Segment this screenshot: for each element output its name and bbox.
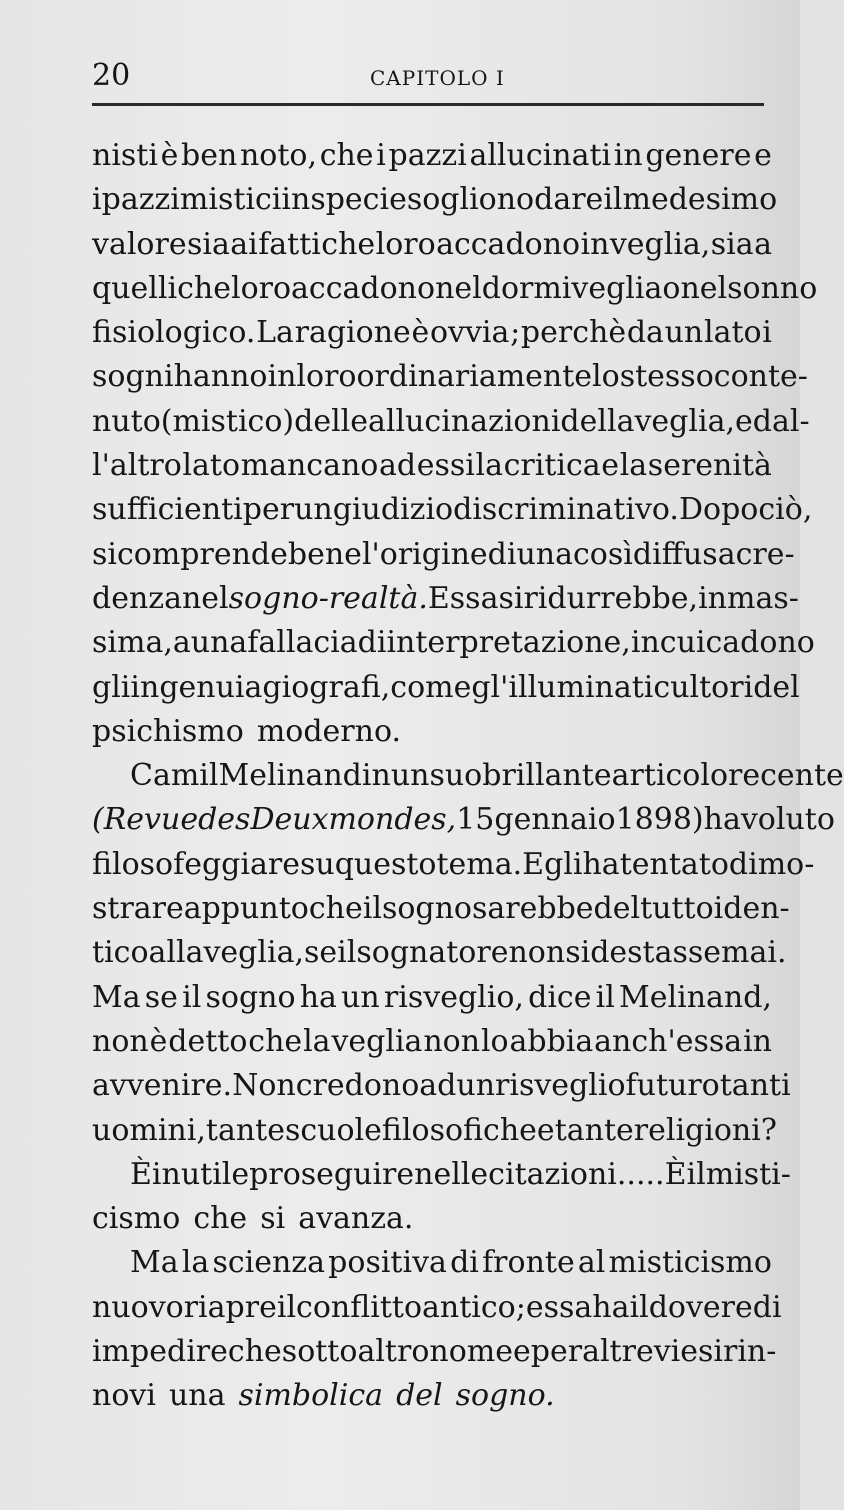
word: un	[341, 979, 380, 1015]
text-line	[92, 533, 795, 577]
body-text	[92, 134, 844, 1419]
word: lato	[703, 315, 762, 351]
word: una	[168, 1378, 226, 1414]
word: genere	[645, 138, 752, 173]
word: allucinati	[469, 138, 612, 173]
word: fallacia	[247, 625, 358, 661]
word: altro	[357, 1334, 430, 1370]
word: la	[181, 1245, 210, 1281]
word: simbolica	[238, 1378, 384, 1414]
word: in	[361, 758, 391, 794]
word: uomini,	[92, 1112, 206, 1148]
text-line	[92, 1064, 791, 1108]
word: vie	[653, 1334, 698, 1370]
word: Melinand,	[619, 979, 772, 1015]
word: cismo	[92, 1201, 181, 1237]
word: cultori	[653, 669, 754, 705]
word: dovere	[648, 1289, 753, 1325]
word: stesso	[619, 359, 714, 395]
word: è	[149, 1023, 168, 1059]
word: critica	[503, 448, 601, 484]
word: del	[593, 891, 641, 927]
text-line	[92, 798, 835, 842]
word: nelle	[414, 1156, 489, 1192]
word: non	[508, 935, 566, 971]
word: da	[626, 315, 664, 351]
word: veglia,	[609, 226, 711, 262]
word: sogni	[92, 359, 174, 395]
text-line	[92, 355, 808, 399]
word: dice	[528, 979, 592, 1015]
word: che	[319, 138, 374, 173]
word: a	[172, 625, 191, 661]
word: e	[512, 1334, 531, 1370]
word: in	[630, 625, 660, 661]
word: e	[735, 403, 753, 439]
word: della	[560, 403, 635, 439]
word: Melinand	[218, 758, 362, 794]
word: gennaio	[494, 802, 616, 838]
word: recente	[728, 758, 844, 794]
page-number: 20	[92, 58, 131, 93]
word: ben	[181, 138, 238, 173]
word: la	[303, 1023, 331, 1059]
word: che	[308, 891, 363, 927]
word: impedire	[92, 1334, 228, 1370]
word: futuro	[625, 1068, 720, 1104]
word: Dopo	[678, 492, 759, 528]
word: si	[565, 935, 591, 971]
word: gl'illuminati	[471, 669, 654, 705]
word: tutto	[640, 891, 714, 927]
word: conte-	[713, 359, 808, 395]
word: sia	[187, 226, 230, 262]
text-line	[92, 444, 772, 488]
word: ovvia	[429, 315, 510, 351]
text-line	[92, 1153, 791, 1197]
word: veglia,	[634, 403, 735, 439]
word: tante	[205, 1112, 285, 1148]
word: che	[193, 1201, 248, 1237]
word: l'altro	[92, 448, 182, 484]
word: ;	[510, 315, 521, 351]
word: ha	[592, 1289, 630, 1325]
word: denza	[92, 580, 182, 616]
word: nel	[435, 270, 482, 306]
word: loro	[296, 359, 357, 395]
word: il	[603, 182, 623, 218]
text-line	[92, 178, 778, 222]
word: hanno	[173, 359, 268, 395]
word: in	[267, 359, 297, 395]
text-line	[92, 267, 818, 311]
text-line	[92, 1241, 772, 1285]
text-line	[92, 887, 790, 931]
word: fatti	[258, 226, 321, 262]
word: misticismo	[608, 1245, 772, 1281]
word: ridurrebbe,	[523, 580, 699, 616]
word: accadono	[436, 226, 581, 262]
text-line	[92, 931, 787, 975]
word: dormiveglia	[481, 270, 663, 306]
text-line	[92, 488, 813, 532]
word: suo	[429, 758, 483, 794]
word: i	[376, 138, 386, 173]
word: che	[321, 226, 376, 262]
word: 1898)	[615, 802, 704, 838]
word: cre-	[735, 536, 795, 572]
word: ingenui	[130, 669, 245, 705]
word: altre	[582, 1334, 654, 1370]
word: religioni	[633, 1112, 761, 1148]
word: voluto	[740, 802, 835, 838]
word: nome	[429, 1334, 513, 1370]
word: Essa	[427, 580, 499, 616]
word: avanza.	[298, 1201, 414, 1237]
word: sogno	[381, 891, 472, 927]
word: ciò,	[758, 492, 813, 528]
word: sogliono	[406, 182, 535, 218]
word: risveglio	[495, 1068, 626, 1104]
word: essa	[525, 1289, 593, 1325]
word: sima,	[92, 625, 173, 661]
word: del	[753, 669, 800, 705]
word: scuole	[284, 1112, 382, 1148]
word: ha	[703, 802, 741, 838]
word: diffusa	[632, 536, 736, 572]
text-line	[92, 577, 799, 621]
word: pazzi	[101, 182, 180, 218]
word: risveglio,	[383, 979, 524, 1015]
word: o	[662, 270, 681, 306]
word: nel	[680, 270, 728, 306]
word: des	[198, 802, 251, 838]
word: di	[357, 625, 387, 661]
word: quelli	[92, 270, 178, 306]
word: in	[698, 580, 727, 616]
header-rule	[92, 103, 764, 106]
word: l'origine	[361, 536, 488, 572]
word: se	[144, 979, 178, 1015]
text-line	[92, 1020, 772, 1064]
word: in	[743, 1023, 772, 1059]
word: lo	[480, 1023, 509, 1059]
word: (mistico)	[160, 403, 295, 439]
word: mai.	[721, 935, 787, 971]
text-line	[92, 1330, 777, 1374]
word: antico;	[422, 1289, 526, 1325]
word: lato	[182, 448, 241, 484]
word: fisiologico.	[92, 315, 256, 351]
text-line	[92, 710, 772, 754]
word: di	[450, 1245, 479, 1281]
word: È	[664, 1156, 687, 1192]
text-line	[92, 621, 815, 665]
word: scienza	[212, 1245, 325, 1281]
word: che	[177, 270, 231, 306]
word: nisti	[92, 138, 158, 173]
word: allucinazioni	[368, 403, 561, 439]
word: del	[396, 1378, 443, 1414]
word: novi	[92, 1378, 156, 1414]
word: La	[256, 315, 294, 351]
word: valore	[92, 226, 187, 262]
word: veglia	[331, 1023, 423, 1059]
word: loro	[230, 270, 292, 306]
word: noto,	[239, 138, 318, 173]
word: moderno.	[256, 713, 402, 749]
page-header	[92, 58, 768, 98]
word: agiografi,	[244, 669, 391, 705]
word: nuto	[92, 403, 161, 439]
word: positiva	[328, 1245, 447, 1281]
word: medesimo	[622, 182, 778, 218]
text-line	[92, 666, 800, 710]
word: sognatore	[356, 935, 509, 971]
word: Ma	[130, 1245, 179, 1281]
word: ad	[419, 1068, 457, 1104]
word: interpretazione,	[386, 625, 631, 661]
word: mistici	[179, 182, 282, 218]
word: credono	[295, 1068, 420, 1104]
word: inutile	[151, 1156, 250, 1192]
word: il	[686, 1156, 706, 1192]
word: su	[299, 846, 335, 882]
word: sotto	[281, 1334, 358, 1370]
word: si	[498, 580, 524, 616]
word: in	[613, 138, 643, 173]
word: conflitto	[296, 1289, 423, 1325]
word: per	[242, 492, 295, 528]
word: e	[601, 448, 620, 484]
word: mas-	[727, 580, 799, 616]
word: un	[456, 1068, 496, 1104]
word: ordinariamente	[356, 359, 593, 395]
word: detto	[168, 1023, 248, 1059]
word: destasse	[590, 935, 722, 971]
word: dimo-	[728, 846, 815, 882]
word: perchè	[520, 315, 627, 351]
word: una	[516, 536, 573, 572]
text-line	[92, 311, 772, 355]
word: (Revue	[92, 802, 199, 838]
word: avvenire.	[92, 1068, 233, 1104]
text-line	[92, 1109, 777, 1153]
word: il	[337, 935, 357, 971]
word: la	[619, 448, 648, 484]
word: ?	[760, 1112, 777, 1148]
word: misti-	[705, 1156, 791, 1192]
word: iden-	[713, 891, 790, 927]
word: un	[294, 492, 333, 528]
running-title: CAPITOLO I	[370, 66, 505, 90]
word: citazioni.....	[488, 1156, 665, 1192]
word: Deux	[250, 802, 329, 838]
word: il	[629, 1289, 649, 1325]
word: sarebbe	[471, 891, 594, 927]
word: ai	[230, 226, 258, 262]
word: lo	[592, 359, 620, 395]
word: questo	[334, 846, 437, 882]
word: 15	[456, 802, 495, 838]
word: a	[754, 226, 772, 262]
word: il	[362, 891, 382, 927]
word: i	[92, 182, 102, 218]
word: sogno.	[455, 1378, 555, 1414]
word: cui	[659, 625, 706, 661]
word: il	[595, 979, 615, 1015]
word: un	[390, 758, 430, 794]
word: si	[260, 1201, 286, 1237]
word: mondes,	[328, 802, 457, 838]
word: come	[390, 669, 472, 705]
word: e	[536, 1112, 555, 1148]
word: essi	[416, 448, 475, 484]
word: filosofiche	[381, 1112, 537, 1148]
word: in	[580, 226, 610, 262]
text-line	[92, 1374, 772, 1418]
word: non	[423, 1023, 481, 1059]
word: serenità	[647, 448, 772, 484]
word: tanti	[719, 1068, 791, 1104]
word: È	[130, 1156, 152, 1192]
word: di	[752, 1289, 782, 1325]
word: psichismo	[92, 713, 244, 749]
text-line	[92, 1197, 772, 1241]
word: Ma	[92, 979, 141, 1015]
text-line	[92, 754, 844, 798]
word: sufficienti	[92, 492, 243, 528]
word: delle	[294, 403, 369, 439]
word: tentato	[619, 846, 729, 882]
text-line	[92, 976, 772, 1020]
text-line	[92, 134, 772, 178]
word: non	[92, 1023, 149, 1059]
word: per	[530, 1334, 583, 1370]
text-line	[92, 1286, 782, 1330]
word: tico	[92, 935, 149, 971]
word: accadono	[291, 270, 436, 306]
word: pazzi	[388, 138, 467, 173]
word: Egli	[522, 846, 583, 882]
word: e	[754, 138, 772, 173]
word: se	[304, 935, 338, 971]
word: filosofeggiare	[92, 846, 300, 882]
text-line	[92, 400, 810, 444]
word: di	[487, 536, 517, 572]
word: mancano	[240, 448, 379, 484]
word: loro	[375, 226, 436, 262]
word: al	[577, 1245, 606, 1281]
word: che	[227, 1334, 282, 1370]
word: alla	[148, 935, 204, 971]
word: appunto	[183, 891, 309, 927]
word: è	[411, 315, 430, 351]
text-line	[92, 843, 815, 887]
word: si	[92, 536, 117, 572]
word: Non	[232, 1068, 296, 1104]
word: bene	[287, 536, 362, 572]
word: sonno	[727, 270, 818, 306]
word: così	[573, 536, 633, 572]
word: giudizio	[332, 492, 454, 528]
word: la	[475, 448, 503, 484]
word: ha	[299, 979, 337, 1015]
word: è	[160, 138, 179, 173]
word: cadono	[705, 625, 815, 661]
word: riapre	[183, 1289, 277, 1325]
word: articolo	[611, 758, 729, 794]
text-line	[92, 223, 772, 267]
word: fronte	[482, 1245, 575, 1281]
word: ad	[379, 448, 417, 484]
word: tante	[554, 1112, 634, 1148]
word: che	[248, 1023, 303, 1059]
word: in	[281, 182, 311, 218]
word: si	[698, 1334, 723, 1370]
word: discriminativo.	[453, 492, 679, 528]
word: nel	[181, 580, 229, 616]
word: ragione	[294, 315, 411, 351]
word: ha	[582, 846, 620, 882]
word: sogno	[205, 979, 296, 1015]
word: veglia,	[203, 935, 305, 971]
word: sogno-realtà.	[228, 580, 428, 616]
word: anch'essa	[594, 1023, 743, 1059]
word: rin-	[723, 1334, 777, 1370]
word: gli	[92, 669, 131, 705]
word: sia	[710, 226, 754, 262]
word: il	[276, 1289, 297, 1325]
word: dare	[534, 182, 604, 218]
word: strare	[92, 891, 184, 927]
word: i	[762, 315, 772, 351]
word: proseguire	[249, 1156, 415, 1192]
word: nuovo	[92, 1289, 184, 1325]
word: specie	[310, 182, 407, 218]
word: il	[182, 979, 202, 1015]
word: brillante	[482, 758, 612, 794]
word: una	[190, 625, 248, 661]
word: un	[664, 315, 704, 351]
word: comprende	[117, 536, 288, 572]
word: dal-	[752, 403, 810, 439]
word: tema.	[436, 846, 523, 882]
word: Camil	[130, 758, 219, 794]
word: abbia	[509, 1023, 594, 1059]
